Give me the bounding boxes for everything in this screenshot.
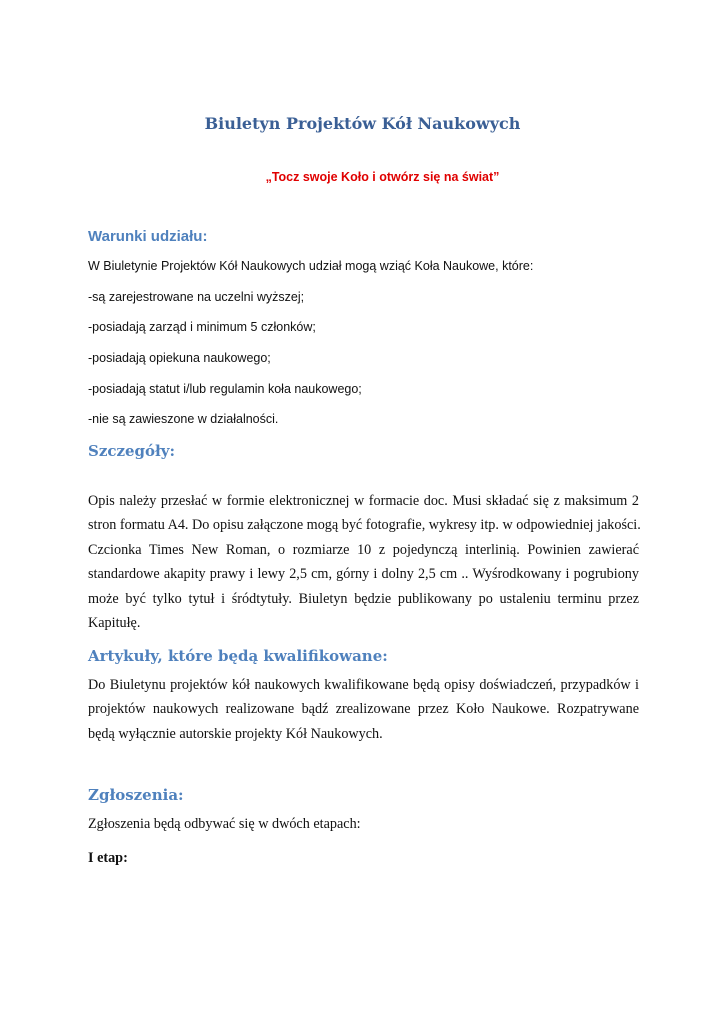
warunki-item: -posiadają opiekuna naukowego;	[88, 351, 271, 365]
paragraph-line: Opis należy przesłać w formie elektronicznej w formacie doc. Musi składać się z maksimum 2	[88, 493, 639, 509]
paragraph-line: Kapitułę.	[88, 615, 141, 632]
heading-artykuly: Artykuły, które będą kwalifikowane:	[88, 647, 388, 665]
szczegoly-paragraph	[88, 489, 639, 635]
heading-zgloszenia: Zgłoszenia:	[88, 786, 184, 804]
paragraph-line: Do Biuletynu projektów kół naukowych kwalifikowane będą opisy doświadczeń, przypadków i	[88, 677, 639, 693]
paragraph-line: Czcionka Times New Roman, o rozmiarze 10 z pojedynczą interlinią. Powinien zawierać	[88, 541, 639, 558]
document-motto: „Tocz swoje Koło i otwórz się na świat”	[265, 170, 500, 184]
paragraph-line: będą wyłącznie autorskie projekty Kół Naukowych.	[88, 725, 383, 742]
paragraph-line: może być tylko tytuł i śródtytuły. Biuletyn będzie publikowany po ustaleniu terminu przez	[88, 590, 639, 607]
warunki-item: -posiadają statut i/lub regulamin koła naukowego;	[88, 382, 362, 396]
warunki-item: -posiadają zarząd i minimum 5 członków;	[88, 320, 316, 334]
heading-warunki: Warunki udziału:	[88, 228, 208, 245]
zgloszenia-text: Zgłoszenia będą odbywać się w dwóch etapach:	[88, 816, 361, 832]
paragraph-line: stron formatu A4. Do opisu załączone mogą być fotografie, wykresy itp. w odpowiedniej jakości.	[88, 517, 641, 534]
warunki-item: -nie są zawieszone w działalności.	[88, 412, 279, 426]
heading-szczegoly: Szczegóły:	[88, 442, 176, 460]
paragraph-line: standardowe akapity prawy i lewy 2,5 cm, górny i dolny 2,5 cm .. Wyśrodkowany i pogrubiony	[88, 566, 639, 583]
warunki-item: -są zarejestrowane na uczelni wyższej;	[88, 290, 305, 304]
paragraph-line: projektów naukowych realizowane bądź zrealizowane przez Koło Naukowe. Rozpatrywane	[88, 701, 639, 718]
document-title: Biuletyn Projektów Kół Naukowych	[204, 114, 521, 133]
zgloszenia-stage: I etap:	[88, 850, 128, 866]
warunki-intro: W Biuletynie Projektów Kół Naukowych udział mogą wziąć Koła Naukowe, które:	[88, 259, 534, 273]
artykuly-paragraph	[88, 673, 639, 746]
